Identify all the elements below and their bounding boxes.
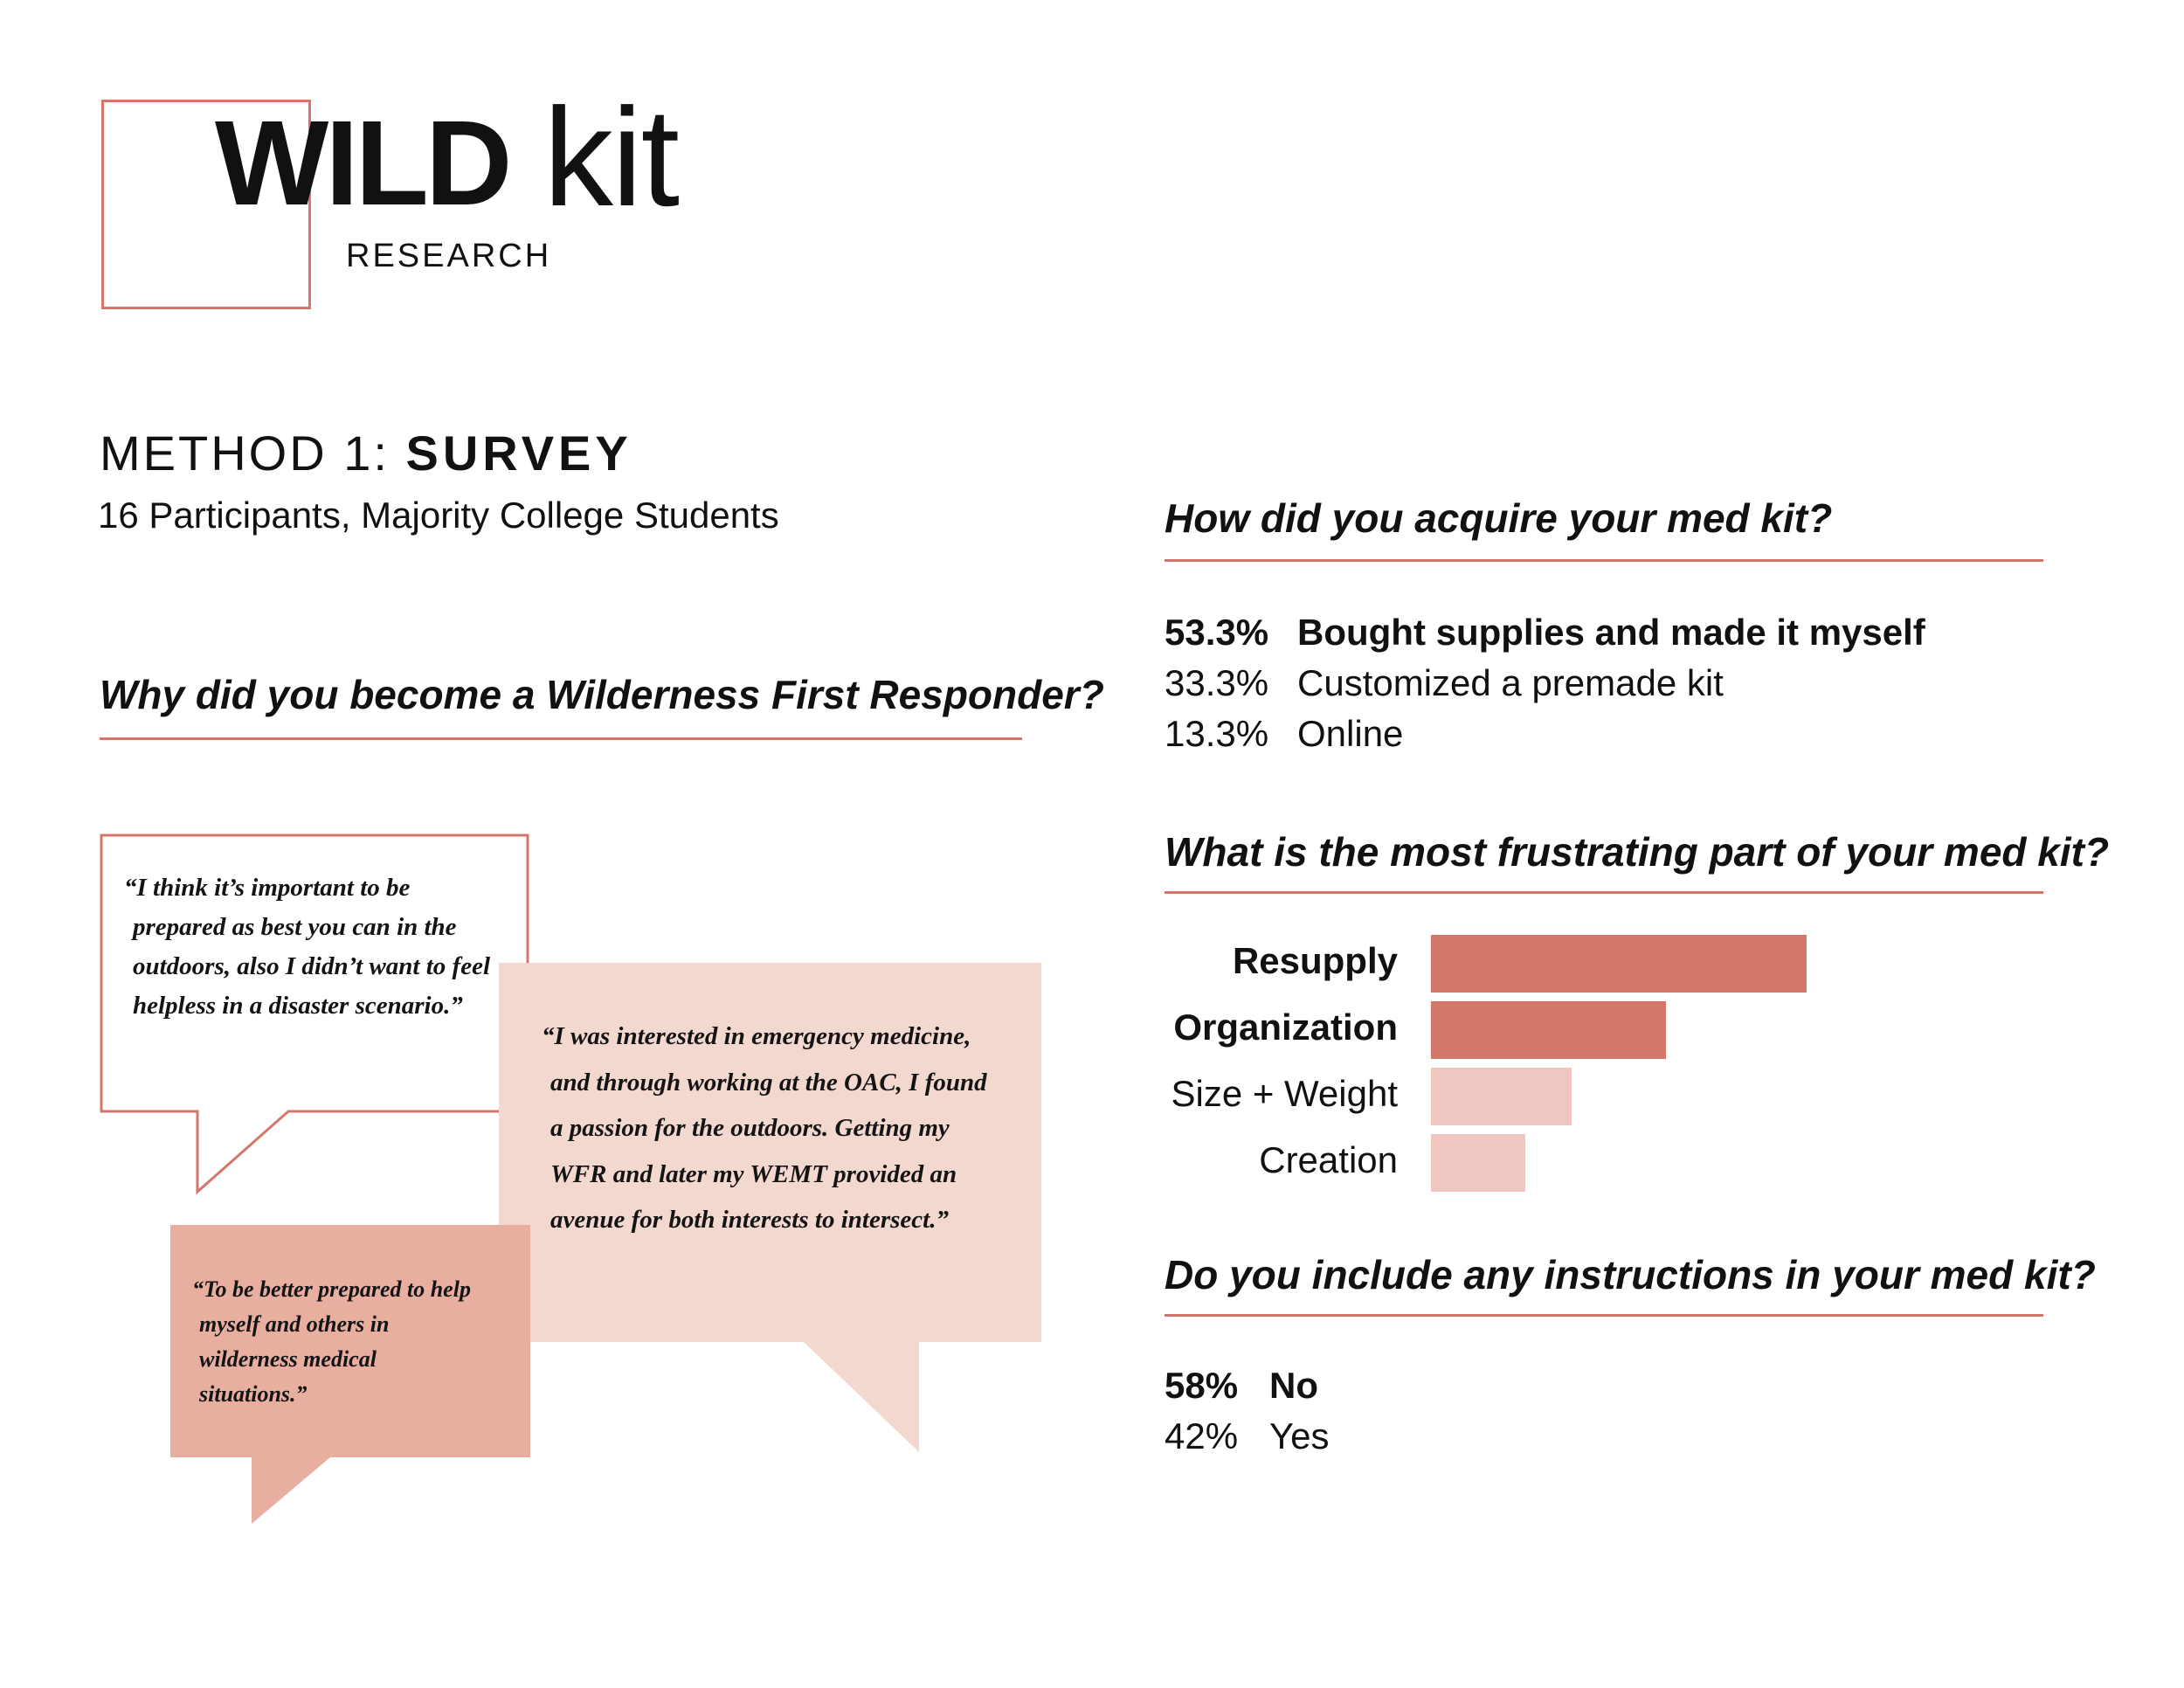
acquire-pct-3: 13.3% [1165,713,1269,754]
logo-wild-text: WILD [215,96,509,231]
acquire-label-2: Customized a premade kit [1297,662,1724,703]
instructions-row-1 [1165,1365,1318,1407]
acquire-question: How did you acquire your med kit? [1165,495,1833,541]
quote-text-2: “I was interested in emergency medicine, and through working at the OAC, I found a passion for the outdoors. Getting my WFR and later my WEMT provided an avenue for both interests to intersect.” [542,1022,987,1234]
acquire-pct-1: 53.3% [1165,612,1269,653]
instructions-pct-2: 42% [1165,1415,1239,1456]
instructions-row-2 [1165,1415,1330,1457]
acquire-label-3: Online [1297,713,1404,754]
logo-research-text: RESEARCH [346,238,552,274]
acquire-rule [1165,559,2043,562]
bar-size-weight [1431,1068,1572,1125]
frustration-bar-chart [961,935,2097,1206]
bar-label-creation: Creation [1259,1139,1398,1180]
instructions-label-1: No [1269,1365,1318,1406]
method-subtitle: 16 Participants, Majority College Students [98,495,779,536]
method-prefix: METHOD 1: [100,425,390,481]
instructions-pct-1: 58% [1165,1365,1239,1406]
why-question: Why did you become a Wilderness First Responder? [100,672,1104,717]
quote-text-1: “I think it’s important to be prepared as best you can in the outdoors, also I didn’t want to feel helpless in a disaster scenario.” [124,874,491,1020]
acquire-row-1 [1165,612,1925,654]
instructions-question: Do you include any instructions in your med kit? [1165,1252,2096,1297]
instructions-label-2: Yes [1269,1415,1330,1456]
method-name: SURVEY [405,425,632,481]
acquire-row-2 [1165,662,1724,704]
frustrating-rule [1165,891,2043,894]
bar-organization [1431,1001,1666,1059]
acquire-pct-2: 33.3% [1165,662,1269,703]
acquire-row-3 [1165,713,1403,755]
bar-creation [1431,1134,1525,1192]
quote-text-3: “To be better prepared to help myself and others in wilderness medical situations.” [192,1276,471,1407]
acquire-label-1: Bought supplies and made it myself [1297,612,1925,653]
bar-resupply [1431,935,1807,993]
bar-label-size-weight: Size + Weight [1171,1073,1398,1114]
frustrating-question: What is the most frustrating part of your med kit? [1165,829,2110,875]
instructions-rule [1165,1314,2043,1317]
logo-kit-text: kit [543,79,678,235]
bar-label-resupply: Resupply [1232,940,1398,981]
bar-label-organization: Organization [1173,1007,1398,1048]
